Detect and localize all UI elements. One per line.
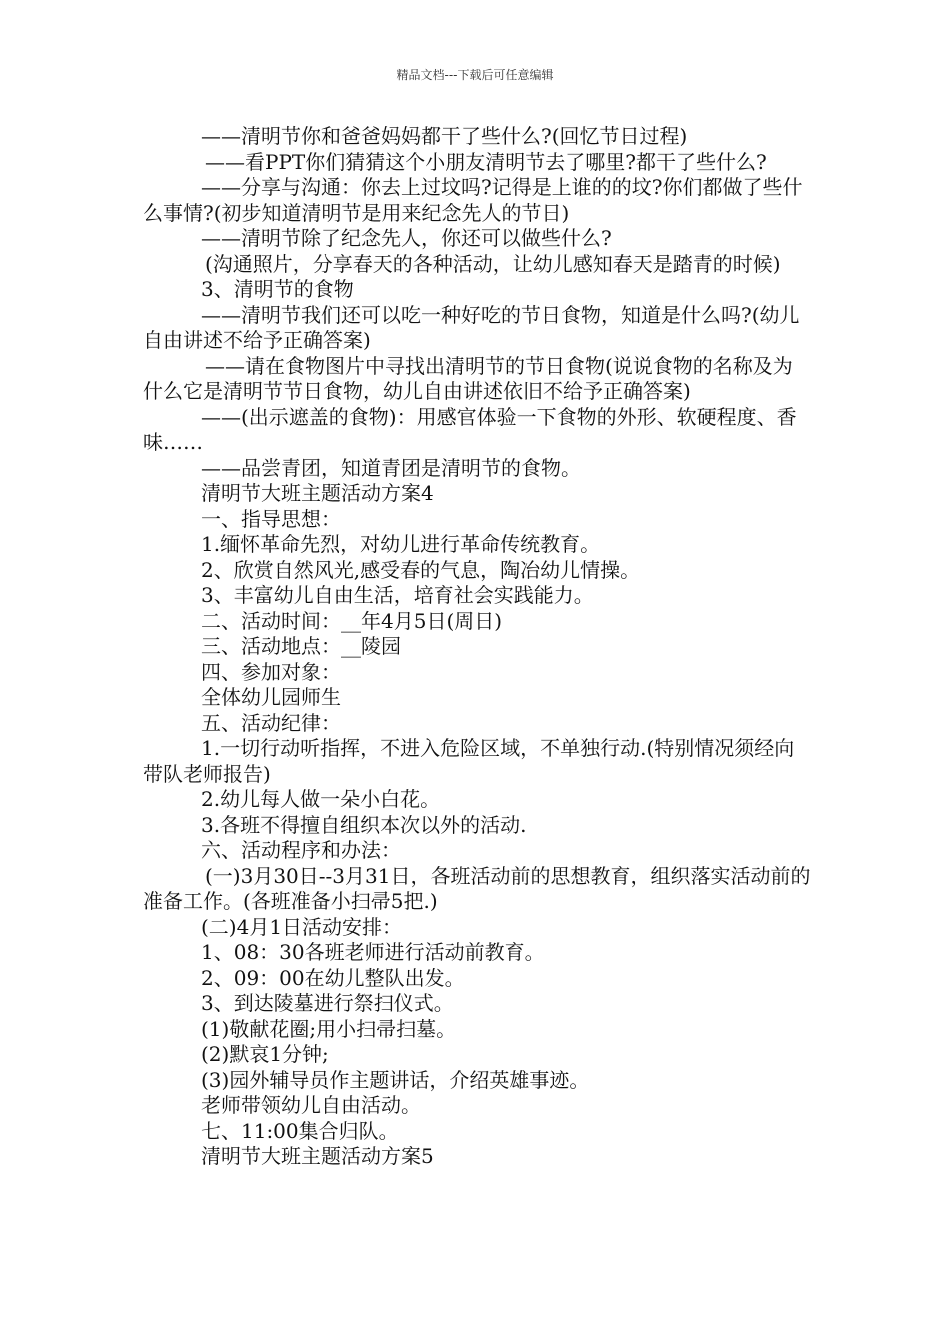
paragraph: 2、欣赏自然风光,感受春的气息，陶冶幼儿情操。 [201, 557, 641, 582]
paragraph: 1.缅怀革命先烈，对幼儿进行革命传统教育。 [201, 532, 601, 556]
paragraph: (1)敬献花圈;用小扫帚扫墓。 [201, 1016, 457, 1041]
paragraph: 3、到达陵墓进行祭扫仪式。 [201, 991, 454, 1015]
paragraph: ——品尝青团，知道青团是清明节的食物。 [201, 455, 581, 480]
paragraph: ——清明节你和爸爸妈妈都干了些什么?(回忆节日过程) [201, 124, 688, 148]
paragraph: 一、指导思想： [201, 506, 341, 531]
paragraph: (二)4月1日活动安排： [201, 914, 403, 939]
paragraph: ——清明节除了纪念先人，你还可以做些什么? [201, 226, 612, 250]
paragraph: 四、参加对象： [201, 659, 341, 684]
paragraph: 1.一切行动听指挥，不进入危险区域，不单独行动.(特别情况须经向带队老师报告) [143, 736, 795, 786]
paragraph: 三、活动地点：__陵园 [201, 634, 401, 658]
paragraph: 1、08：30各班老师进行活动前教育。 [201, 940, 545, 964]
paragraph: (一)3月30日--3月31日，各班活动前的思想教育，组织落实活动前的准备工作。(各班准备小扫帚5把.) [143, 863, 811, 913]
paragraph: ——清明节我们还可以吃一种好吃的节日食物，知道是什么吗?(幼儿自由讲述不给予正确答案) [143, 302, 800, 352]
section-title: 清明节大班主题活动方案5 [201, 1144, 434, 1168]
paragraph: (沟通照片，分享春天的各种活动，让幼儿感知春天是踏青的时候) [205, 251, 781, 276]
paragraph: 3、清明节的食物 [201, 277, 354, 301]
paragraph: 3.各班不得擅自组织本次以外的活动. [201, 812, 527, 837]
paragraph: 全体幼儿园师生 [201, 685, 341, 709]
paragraph: 五、活动纪律： [201, 710, 341, 735]
section-title: 清明节大班主题活动方案4 [201, 481, 434, 505]
paragraph: 老师带领幼儿自由活动。 [201, 1093, 421, 1117]
paragraph: ——请在食物图片中寻找出清明节的节日食物(说说食物的名称及为什么它是清明节节日食物，幼儿自由讲述依旧不给予正确答案) [143, 353, 793, 403]
paragraph: 3、丰富幼儿自由生活，培育社会实践能力。 [201, 583, 594, 607]
paragraph: (2)默哀1分钟; [201, 1042, 329, 1066]
paragraph: ——看PPT你们猜猜这个小朋友清明节去了哪里?都干了些什么? [205, 149, 767, 174]
paragraph: 六、活动程序和办法： [201, 838, 401, 862]
page-header: 精品文档---下载后可任意编辑 [396, 68, 554, 82]
paragraph: 2、09：00在幼儿整队出发。 [201, 965, 465, 990]
document-body [143, 124, 811, 1170]
paragraph: ——(出示遮盖的食物)：用感官体验一下食物的外形、软硬程度、香味…… [143, 404, 797, 454]
paragraph: 2.幼儿每人做一朵小白花。 [201, 787, 441, 811]
paragraph: 二、活动时间：__年4月5日(周日) [201, 608, 503, 633]
paragraph: (3)园外辅导员作主题讲话，介绍英雄事迹。 [201, 1067, 590, 1092]
paragraph: 七、11:00集合归队。 [201, 1118, 399, 1143]
paragraph: ——分享与沟通：你去上过坟吗?记得是上谁的的坟?你们都做了些什么事情?(初步知道清明节是用来纪念先人的节日) [143, 175, 803, 225]
